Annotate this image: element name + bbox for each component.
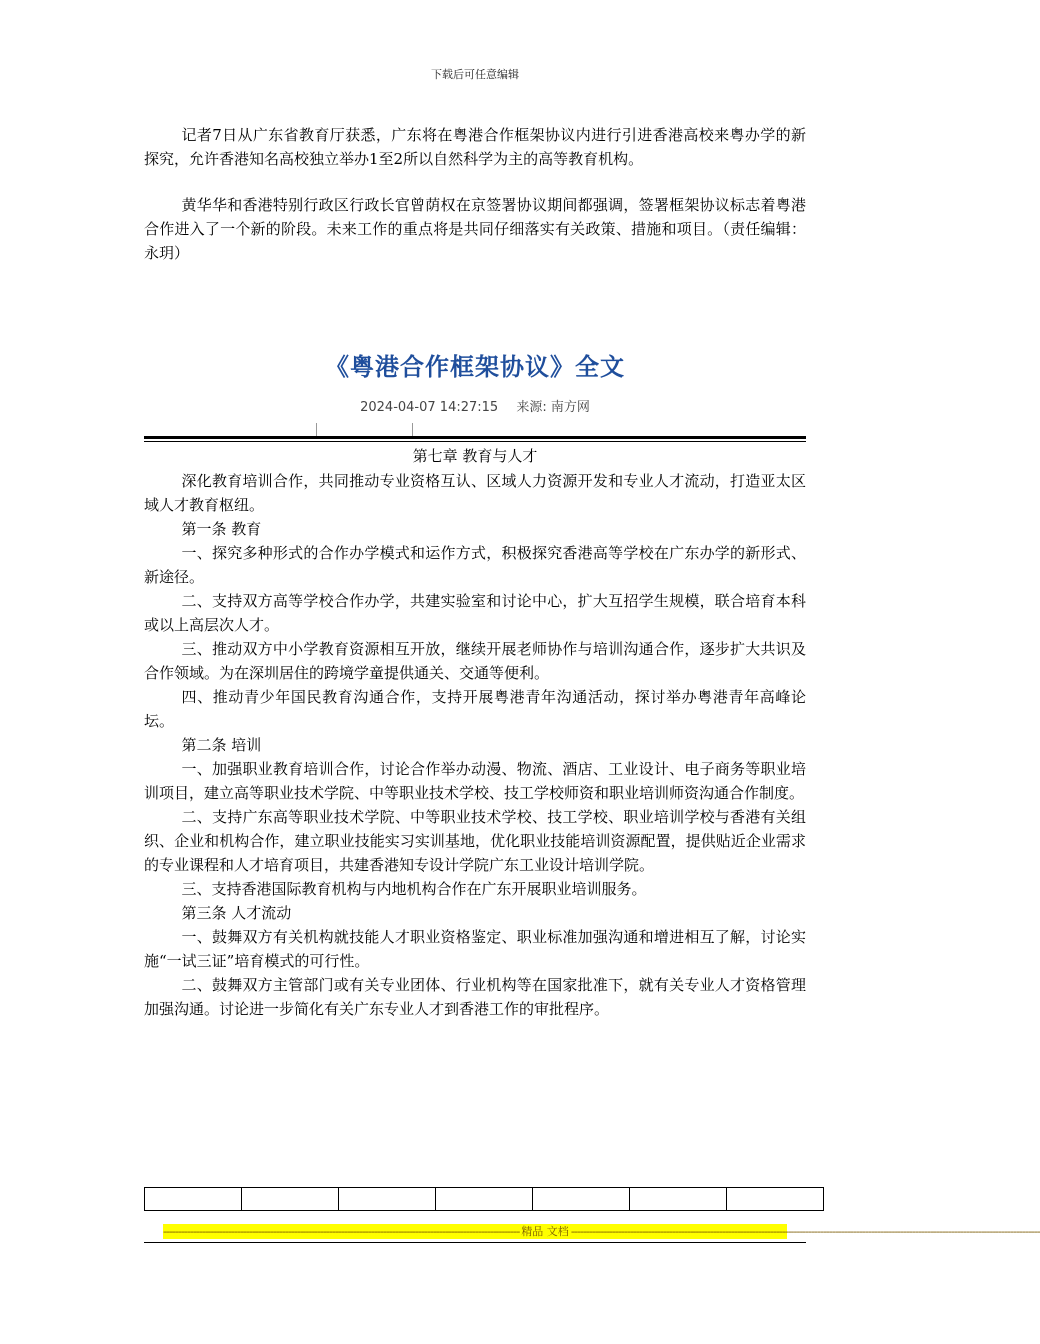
footer-table-cell	[436, 1188, 533, 1211]
body-paragraph: 一、鼓舞双方有关机构就技能人才职业资格鉴定、职业标准加强沟通和增进相互了解，讨论实施“一试三证”培育模式的可行性。	[144, 928, 806, 970]
footer-table-cell	[145, 1188, 242, 1211]
section-heading: 第三条 人才流动	[181, 904, 292, 922]
page-header: 下载后可任意编辑	[431, 68, 519, 81]
footer-table-cell	[242, 1188, 339, 1211]
source-label: 来源:	[516, 400, 547, 415]
footer-banner	[163, 1224, 1040, 1239]
article-meta	[0, 396, 950, 415]
section-heading: 第二条 培训	[181, 736, 262, 754]
body-paragraph: 二、鼓舞双方主管部门或有关专业团体、行业机构等在国家批准下，就有关专业人才资格管理加强沟通。讨论进一步简化有关广东专业人才到香港工作的审批程序。	[144, 976, 806, 1018]
publish-datetime: 2024-04-07 14:27:15	[360, 400, 499, 415]
header-rule-thin	[144, 441, 806, 442]
body-paragraph: 四、推动青少年国民教育沟通合作，支持开展粤港青年沟通活动，探讨举办粤港青年高峰论坛。	[144, 688, 806, 730]
body-paragraph: 深化教育培训合作，共同推动专业资格互认、区域人力资源开发和专业人才流动，打造亚太区域人才教育枢纽。	[144, 472, 806, 514]
body-paragraph: 一、探究多种形式的合作办学模式和运作方式，积极探究香港高等学校在广东办学的新形式、新途径。	[144, 544, 806, 586]
footer-rule	[144, 1242, 806, 1243]
banner-dashes: --------------------------------------------------------------------------------------------------------------------------------------------------------------	[570, 1225, 1040, 1238]
footer-table-cell	[339, 1188, 436, 1211]
article-title: 《粤港合作框架协议》全文	[325, 353, 625, 381]
banner-label: 精品 文档	[521, 1225, 569, 1238]
chapter-heading: 第七章 教育与人才	[412, 447, 538, 465]
footer-table-row	[145, 1188, 824, 1211]
divider-tick	[316, 423, 317, 436]
body-paragraph: 二、支持广东高等职业技术学院、中等职业技术学校、技工学校、职业培训学校与香港有关组织、企业和机构合作，建立职业技能实习实训基地，优化职业技能培训资源配置，提供贴近企业需求的专业课程和人才培育项目，共建香港知专设计学院广东工业设计培训学院。	[144, 808, 806, 874]
body-paragraph: 一、加强职业教育培训合作，讨论合作举办动漫、物流、酒店、工业设计、电子商务等职业培训项目，建立高等职业技术学院、中等职业技术学校、技工学校师资和职业培训师资沟通合作制度。	[144, 760, 806, 802]
footer-table	[144, 1187, 824, 1211]
article-body	[144, 469, 806, 1021]
intro-section	[144, 123, 806, 265]
divider-tick	[412, 423, 413, 436]
body-paragraph: 二、支持双方高等学校合作办学，共建实验室和讨论中心，扩大互招学生规模，联合培育本科或以上高层次人才。	[144, 592, 806, 634]
footer-table-cell	[727, 1188, 824, 1211]
body-paragraph: 三、支持香港国际教育机构与内地机构合作在广东开展职业培训服务。	[181, 880, 647, 898]
footer-table-cell	[533, 1188, 630, 1211]
header-rule	[144, 436, 806, 439]
source-name: 南方网	[550, 400, 590, 415]
intro-paragraph: 黄华华和香港特别行政区行政长官曾荫权在京签署协议期间都强调，签署框架协议标志着粤港合作进入了一个新的阶段。未来工作的重点将是共同仔细落实有关政策、措施和项目。（责任编辑：永玥）	[144, 196, 806, 262]
section-heading: 第一条 教育	[181, 520, 262, 538]
banner-dashes: ------------------------------------------------------------------------------------------------------------------------	[163, 1225, 520, 1238]
footer-table-cell	[630, 1188, 727, 1211]
body-paragraph: 三、推动双方中小学教育资源相互开放，继续开展老师协作与培训沟通合作，逐步扩大共识及合作领域。为在深圳居住的跨境学童提供通关、交通等便利。	[144, 640, 806, 682]
intro-paragraph: 记者7日从广东省教育厅获悉，广东将在粤港合作框架协议内进行引进香港高校来粤办学的新探究，允许香港知名高校独立举办1至2所以自然科学为主的高等教育机构。	[144, 126, 806, 168]
